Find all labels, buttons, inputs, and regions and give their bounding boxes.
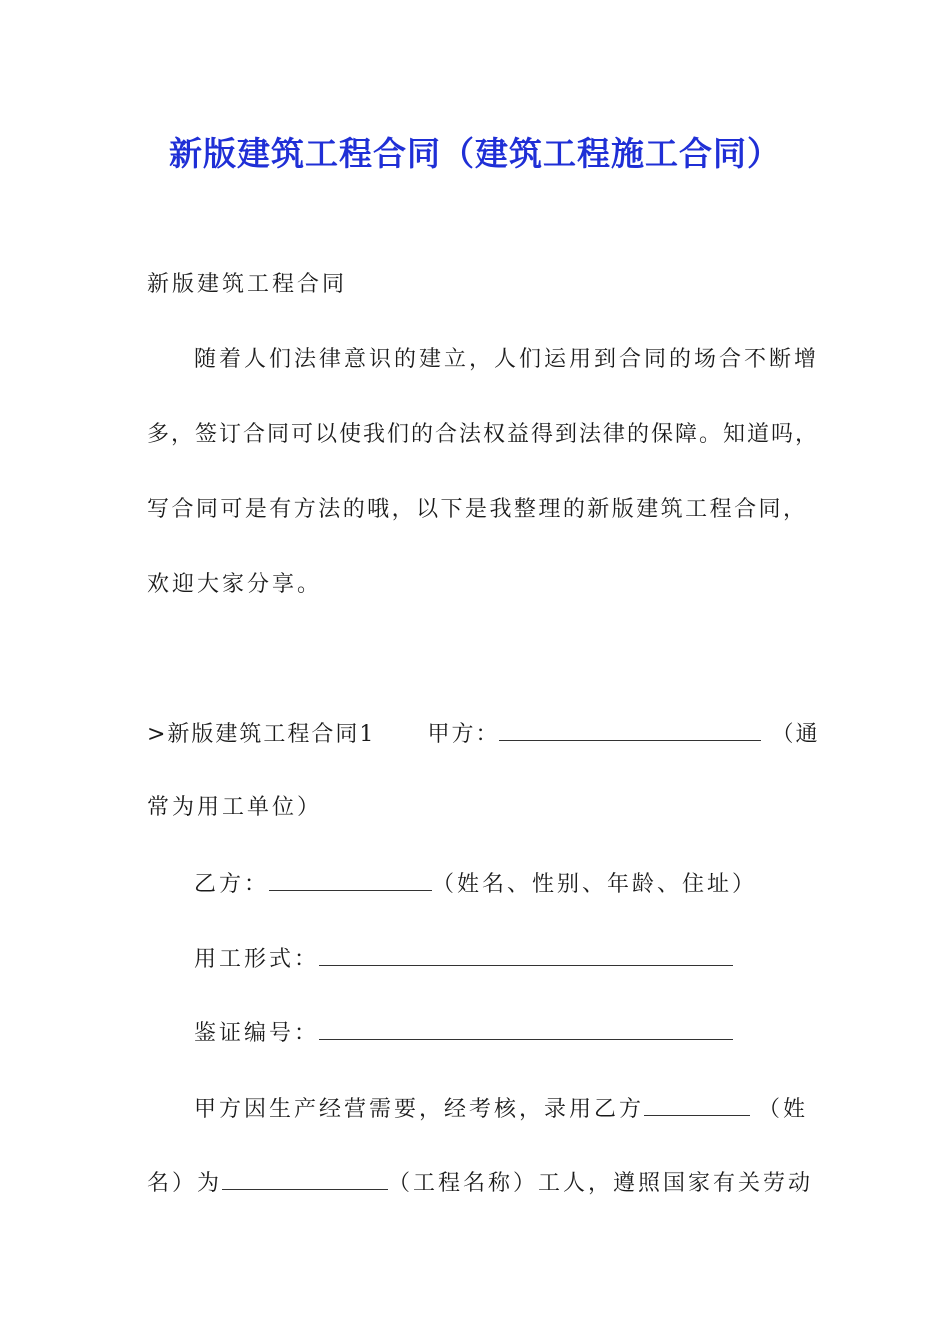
- intro-line-4: 欢迎大家分享。: [147, 572, 323, 597]
- clause-line-1: [194, 1093, 808, 1125]
- party-b-label: 乙方：: [194, 872, 270, 897]
- document-subtitle: 新版建筑工程合同: [147, 272, 348, 297]
- intro-line-3: 写合同可是有方法的哦，以下是我整理的新版建筑工程合同，: [147, 497, 807, 522]
- work-form-label: 用工形式：: [194, 947, 320, 972]
- project-name-blank: [222, 1167, 388, 1190]
- document-title: 新版建筑工程合同（建筑工程施工合同）: [169, 134, 781, 173]
- party-a-label: 甲方：: [427, 722, 500, 747]
- cert-no-label: 鉴证编号：: [194, 1021, 320, 1046]
- party-a-line: [147, 718, 819, 750]
- party-a-note-start: （通: [771, 722, 820, 747]
- party-b-blank: [269, 868, 432, 891]
- intro-line-2: 多，签订合同可以使我们的合法权益得到法律的保障。知道吗，: [147, 422, 820, 447]
- cert-no-line: [194, 1017, 733, 1049]
- clause-line-2-end: （工程名称）工人，遵照国家有关劳动: [388, 1171, 814, 1196]
- party-a-blank: [499, 718, 761, 741]
- work-form-line: [194, 943, 733, 975]
- intro-line-1: 随着人们法律意识的建立，人们运用到合同的场合不断增: [194, 347, 820, 372]
- clause-line-2: [147, 1167, 813, 1199]
- employee-name-blank: [644, 1093, 750, 1116]
- clause-line-1-end: （姓: [758, 1097, 809, 1122]
- clause-line-2-start: 名）为: [147, 1171, 223, 1196]
- party-a-note-end: 常为用工单位）: [147, 795, 323, 820]
- work-form-blank: [319, 943, 733, 966]
- clause-line-1-start: 甲方因生产经营需要，经考核，录用乙方: [194, 1097, 645, 1122]
- cert-no-blank: [319, 1017, 733, 1040]
- party-b-note: （姓名、性别、年龄、住址）: [432, 872, 758, 897]
- party-b-line: [194, 868, 757, 900]
- contract-heading: >新版建筑工程合同1: [147, 722, 376, 747]
